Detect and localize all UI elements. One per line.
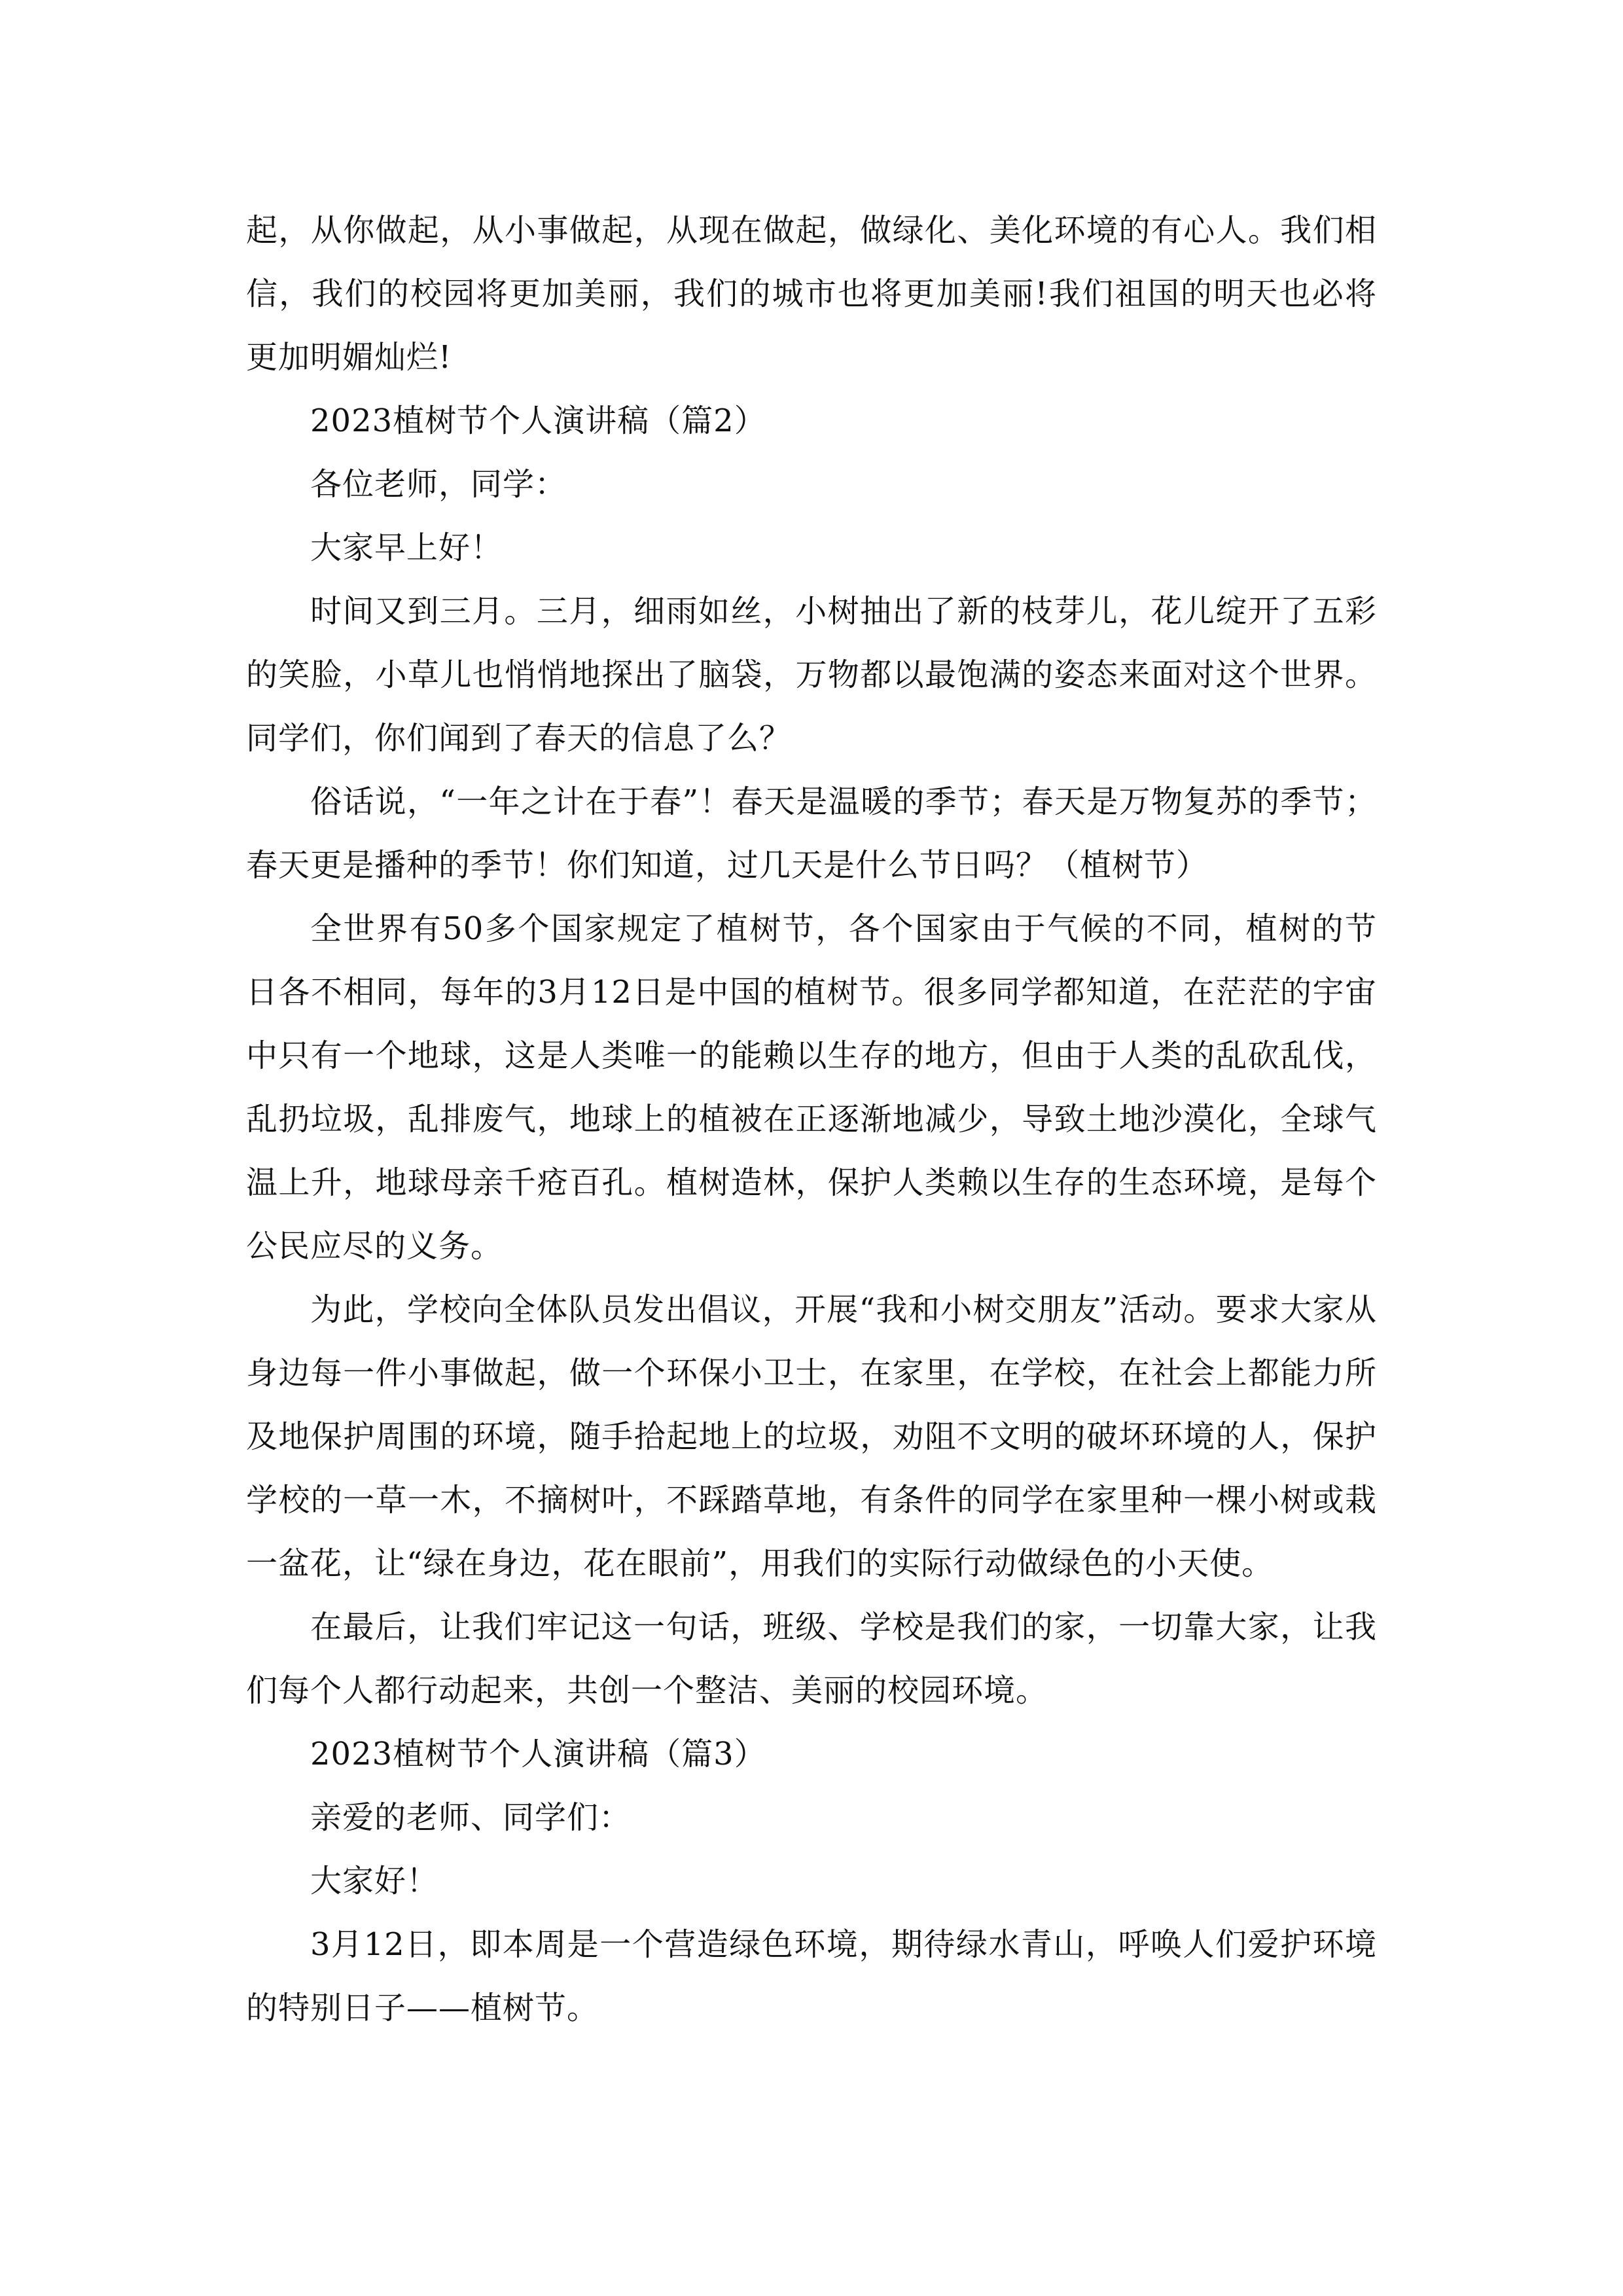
paragraph-proverb: 俗话说，“一年之计在于春”！春天是温暖的季节；春天是万物复苏的季节；春天更是播种的季节！你们知道，过几天是什么节日吗？（植树节） [246,783,1377,884]
greeting-2: 大家好！ [310,1863,439,1899]
salutation: 各位老师，同学： [310,466,567,503]
paragraph-spring: 时间又到三月。三月，细雨如丝，小树抽出了新的枝芽儿，花儿绽开了五彩的笑脸，小草儿也悄悄地探出了脑袋，万物都以最饱满的姿态来面对这个世界。同学们，你们闻到了春天的信息了么？ [246,593,1377,757]
section-heading-3: 2023植树节个人演讲稿（篇3） [310,1736,766,1772]
paragraph-continuation: 起，从你做起，从小事做起，从现在做起，做绿化、美化环境的有心人。我们相信，我们的校园将更加美丽，我们的城市也将更加美丽!我们祖国的明天也必将更加明媚灿烂! [246,212,1377,376]
paragraph-closing: 在最后，让我们牢记这一句话，班级、学校是我们的家，一切靠大家，让我们每个人都行动起来，共创一个整洁、美丽的校园环境。 [246,1609,1377,1709]
paragraph-initiative: 为此，学校向全体队员发出倡议，开展“我和小树交朋友”活动。要求大家从身边每一件小事做起，做一个环保小卫士，在家里，在学校，在社会上都能力所及地保护周围的环境，随手拾起地上的垃圾，劝阻不文明的破坏环境的人，保护学校的一草一木，不摘树叶，不踩踏草地，有条件的同学在家里种一棵小树或栽一盆花，让“绿在身边，花在眼前”，用我们的实际行动做绿色的小天使。 [246,1291,1377,1582]
salutation-2: 亲爱的老师、同学们： [310,1799,632,1836]
paragraph-arbor-day: 全世界有50多个国家规定了植树节，各个国家由于气候的不同，植树的节日各不相同，每年的3月12日是中国的植树节。很多同学都知道，在茫茫的宇宙中只有一个地球，这是人类唯一的能赖以生存的地方，但由于人类的乱砍乱伐，乱扔垃圾，乱排废气，地球上的植被在正逐渐地减少，导致土地沙漠化，全球气温上升，地球母亲千疮百孔。植树造林，保护人类赖以生存的生态环境，是每个公民应尽的义务。 [246,910,1377,1265]
document-body [246,199,1377,2040]
greeting: 大家早上好！ [310,529,503,566]
section-heading-2: 2023植树节个人演讲稿（篇2） [310,403,766,439]
paragraph-march-12: 3月12日，即本周是一个营造绿色环境，期待绿水青山，呼唤人们爱护环境的特别日子——植树节。 [246,1926,1377,2026]
